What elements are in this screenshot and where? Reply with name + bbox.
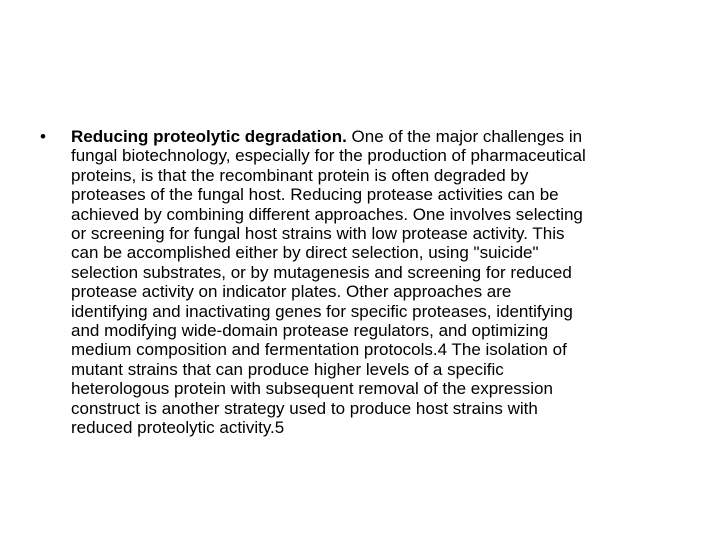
text-line: proteins, is that the recombinant protein is often degraded by: [71, 165, 529, 185]
bullet-paragraph: [40, 127, 690, 438]
text-line: and modifying wide-domain protease regulators, and optimizing: [71, 321, 549, 341]
text-line: fungal biotechnology, especially for the production of pharmaceutical: [71, 146, 586, 166]
bullet-text: [71, 127, 686, 438]
text-line: heterologous protein with subsequent removal of the expression: [71, 379, 553, 399]
text-line: mutant strains that can produce higher levels of a specific: [71, 359, 504, 379]
text-line: proteases of the fungal host. Reducing protease activities can be: [71, 185, 559, 205]
text-line: construct is another strategy used to produce host strains with: [71, 398, 538, 418]
text-line: identifying and inactivating genes for specific proteases, identifying: [71, 301, 573, 321]
text-line: or screening for fungal host strains with low protease activity. This: [71, 224, 565, 244]
bullet-heading: Reducing proteolytic degradation.: [71, 127, 347, 146]
text-line: achieved by combining different approaches. One involves selecting: [71, 204, 583, 224]
text-line: can be accomplished either by direct selection, using "suicide": [71, 243, 539, 263]
text-line: medium composition and fermentation protocols.4 The isolation of: [71, 340, 567, 360]
text-line: protease activity on indicator plates. Other approaches are: [71, 282, 512, 302]
text-line: reduced proteolytic activity.5: [71, 418, 285, 438]
first-line-text: One of the major challenges in: [346, 127, 583, 146]
text-line: selection substrates, or by mutagenesis and screening for reduced: [71, 262, 572, 282]
bullet-icon: •: [40, 127, 46, 146]
text-line: [71, 127, 686, 146]
